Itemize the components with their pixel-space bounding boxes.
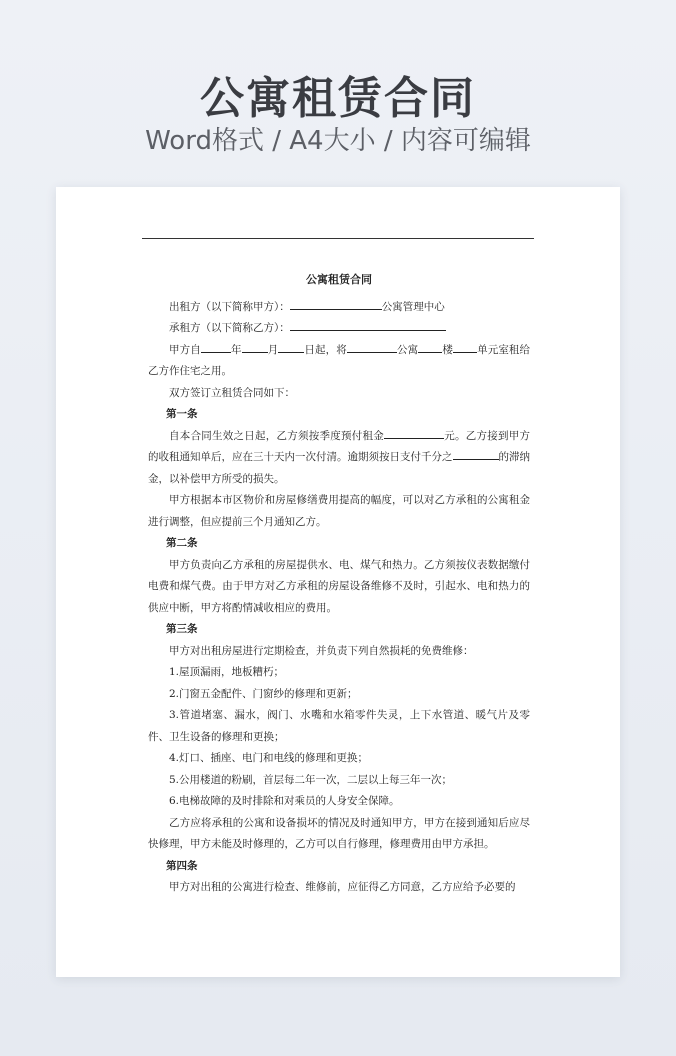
article-3-intro: 甲方对出租房屋进行定期检查，并负责下列自然损耗的免费维修：	[169, 644, 474, 657]
text-fragment: 的滞纳金，以补偿甲方所受的损失。	[148, 451, 530, 485]
header-rule	[142, 238, 534, 239]
article-1-paragraph-2: 甲方根据本市区物价和房屋修缮费用提高的幅度，可以对乙方承租的公寓租金进行调整，但应提前三个月通知乙方。	[148, 494, 530, 528]
text-fragment: 月	[267, 343, 279, 356]
article-3-paragraph-2: 乙方应将承租的公寓和设备损坏的情况及时通知甲方，甲方在接到通知后应尽快修理，甲方未能及时修理的，乙方可以自行修理，修理费用由甲方承担。	[148, 816, 530, 850]
rent-blank[interactable]	[384, 427, 444, 439]
unit-blank[interactable]	[453, 341, 477, 353]
lessee-blank[interactable]	[290, 319, 446, 331]
document-page	[56, 187, 620, 977]
agreement-intro: 双方签订立租赁合同如下：	[169, 386, 295, 399]
article-3-heading: 第三条	[166, 623, 198, 635]
lessor-line	[148, 297, 530, 319]
text-fragment: 室租给乙方作住宅之用。	[148, 343, 531, 377]
article-1-paragraph-1	[148, 426, 530, 491]
text-fragment: 楼	[442, 343, 453, 356]
article-2-heading: 第二条	[166, 537, 198, 549]
banner-title: 公寓租赁合同	[200, 73, 476, 124]
building-blank[interactable]	[418, 341, 442, 353]
text-fragment: 公寓	[396, 343, 419, 356]
premises-paragraph	[148, 340, 530, 383]
lessor-label: 出租方（以下简称甲方）：	[169, 300, 290, 313]
lessee-line	[148, 318, 530, 340]
day-blank[interactable]	[278, 341, 304, 353]
list-item: 3.管道堵塞、漏水，阀门、水嘴和水箱零件失灵，上下水管道、暖气片及零件、卫生设备的修理和更换；	[148, 709, 530, 743]
list-item: 4.灯口、插座、电门和电线的修理和更换；	[169, 752, 369, 764]
text-fragment: 日起，将	[304, 343, 347, 356]
article-4-heading: 第四条	[166, 859, 198, 872]
text-fragment: 年	[230, 343, 242, 356]
text-fragment: 单元	[476, 343, 499, 356]
lessor-suffix: 公寓管理中心	[381, 300, 445, 313]
document-body	[148, 269, 530, 899]
document-title: 公寓租赁合同	[306, 273, 372, 286]
list-item: 2.门窗五金配件、门窗纱的修理和更新；	[169, 687, 358, 700]
lessee-label: 承租方（以下简称乙方）：	[169, 322, 290, 334]
article-4-paragraph: 甲方对出租的公寓进行检查、维修前，应征得乙方同意，乙方应给予必要的	[169, 881, 516, 893]
banner-subtitle: Word格式 / A4大小 / 内容可编辑	[145, 126, 531, 156]
apartment-blank[interactable]	[347, 341, 397, 353]
year-blank[interactable]	[201, 341, 231, 353]
text-fragment: 元。乙方接到甲方的收租通知单后，应在三十天内一次付清。逾期须按日支付千分之	[148, 429, 530, 463]
text-fragment: 甲方自	[169, 343, 201, 356]
list-item: 5.公用楼道的粉刷，首层每二年一次，二层以上每三年一次；	[169, 773, 453, 786]
article-1-heading: 第一条	[166, 408, 198, 420]
list-item: 1.屋顶漏雨，地板糟朽；	[169, 666, 285, 678]
article-2-paragraph: 甲方负责向乙方承租的房屋提供水、电、煤气和热力。乙方须按仪表数据缴付电费和煤气费。由于甲方对乙方承租的房屋设备维修不及时，引起水、电和热力的供应中断，甲方将酌情减收相应的费用。	[148, 558, 530, 614]
lessor-blank[interactable]	[290, 298, 382, 310]
list-item: 6.电梯故障的及时排除和对乘员的人身安全保障。	[169, 795, 400, 807]
month-blank[interactable]	[242, 341, 268, 353]
text-fragment: 自本合同生效之日起，乙方须按季度预付租金	[169, 429, 384, 442]
late-fee-blank[interactable]	[453, 448, 499, 460]
